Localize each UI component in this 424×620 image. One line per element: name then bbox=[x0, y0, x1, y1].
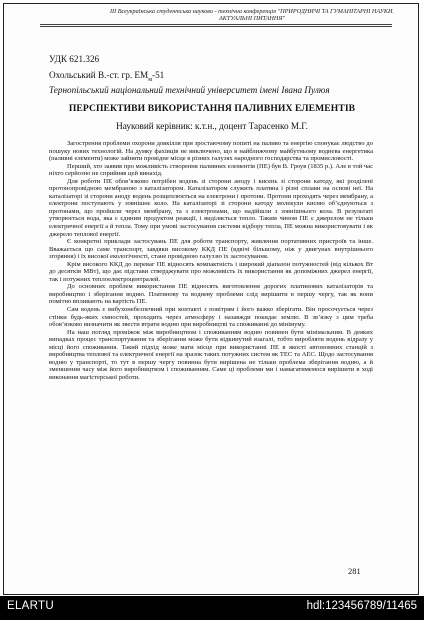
udc-code: УДК 621.326 bbox=[49, 54, 100, 64]
conference-line-1: ІІІ Всеукраїнська студентська науково - технічна конференція "ПРИРОДНИЧІ ТА ГУМАНІТАРНІ НАУКИ. bbox=[110, 8, 394, 15]
handle-link[interactable]: hdl:123456789/11465 bbox=[306, 600, 417, 612]
paragraph: На наш погляд проміжок між виробництвом і споживанням водню повинен бути мінімальним. В деяких випадках процес транспортування та зберігання може бути відкинутий взагалі, тобто виробляти водень відразу у місці його споживання. Такий підхід може мати місце при використанні ПЕ в якості автономних станцій з виробництва теплової та електричної енергії на зразок таких потужних систем як ТЕС та АЕС. Щодо застосування водню у транспорті, то тут в першу чергу повинна бути вирішена не тільки проблема зберігання водню, а й зменшення часу між його виробництвом і споживанням. Саме ці проблеми ми і намагатимемося вирішити в ході виконання магістерської роботи. bbox=[49, 328, 373, 381]
author-group: -51 bbox=[152, 70, 165, 80]
paragraph: Є конкретні приклади застосувань ПЕ для роботи транспорту, живлення портативних пристроїв та інше. Вважається що саме транспорт, завдяки високому ККД ПЕ (вдвічі більшому, ніж у двигунах внутрішнього згоряння) і їх високої екологічності, стане провідною галуззю їх застосування. bbox=[49, 238, 373, 261]
paragraph: Крім високого ККД до переваг ПЕ відносять компактність і широкий діапазон потужностей (від кількох Вт до десятків МВт), що дає підстави стверджувати про можливість їх використання як допоміжних джерел енергії, так і потужних теплоелектроцентралей. bbox=[49, 260, 373, 283]
paragraph: До основних проблем використання ПЕ відносять виготовлення дорогих платинових каталізаторів та виробництво і зберігання водню. Платинову та водневу проблеми слід вирішити в першу чергу, так як вони помітно впливають на вартість ПЕ. bbox=[49, 283, 373, 306]
author-name: Охольський В.-ст. гр. ЕМ bbox=[49, 70, 149, 80]
paragraph: Сам водень є вибухонебезпечний при контакті з повітрям і його важко зберігати. Він просочується через стінки будь-яких ємностей, проходить через атмосферу і назавжди покидає землю. В зв’язку з цим треба обов’язково визначити як звести втрати водню при виробництві та споживанні до мінімуму. bbox=[49, 306, 373, 329]
article-body bbox=[49, 140, 373, 382]
paragraph: Для роботи ПЕ обов’язково потрібен водень зі сторони аноду і кисень зі сторони катоду, які розділені протонопровідною мембраною з каталізатором. Каталізатором служить платина і різні сплави на основі неї. На каталізаторі зі сторони аноду водень розщеплюється на електрони і протони. Протони проходять через мембрану, а електрони поступають у зовнішнє коло. На каталізаторі зі сторони катоду молекули кисню об’єднуються з протонами, що пройшли через мембрану, та з електронами, що надійшли з зовнішнього кола. В результаті утворюється вода, яка є єдиним продуктом реакції, і виділяється тепло. Таким чином ПЕ є джерелом не тільки електричної енергії а й тепла. Тому при умові застосування системи відбору тепла, ПЕ можна використовувати і як джерело теплової енергії. bbox=[49, 177, 373, 238]
header-rule bbox=[40, 26, 392, 27]
scientific-advisor: Науковий керівник: к.т.н., доцент Тарасенко М.Г. bbox=[116, 121, 308, 131]
repository-name[interactable]: ELARTU bbox=[7, 600, 54, 612]
university: Тернопільський національний технічний університет імені Івана Пулюя bbox=[49, 85, 330, 95]
author-group-subscript: м bbox=[148, 76, 153, 83]
conference-header bbox=[106, 8, 398, 22]
header-rule bbox=[40, 24, 392, 25]
paragraph: Загострення проблеми охорони довкілля при зростаючому попиті на паливо та енергію спонукає людство до пошуку нових технологій. На думку фахівців не виключено, що в найближчому майбутньому воднева енергетика (паливні елементи) може зайняти провідне місце в різних галузях народного господарства та промисловості. bbox=[49, 140, 373, 163]
conference-line-2: АКТУАЛЬНІ ПИТАННЯ" bbox=[219, 15, 285, 23]
page-number: 281 bbox=[348, 566, 361, 576]
paragraph: Перший, хто заявив про можливість створення паливних елементів (ПЕ) був В. Гроув (1835 р.). Але в той час ніхто серйозно не сприйняв цей винахід. bbox=[49, 162, 373, 178]
author-line bbox=[49, 70, 164, 83]
article-title: ПЕРСПЕКТИВИ ВИКОРИСТАННЯ ПАЛИВНИХ ЕЛЕМЕНТІВ bbox=[68, 103, 356, 114]
